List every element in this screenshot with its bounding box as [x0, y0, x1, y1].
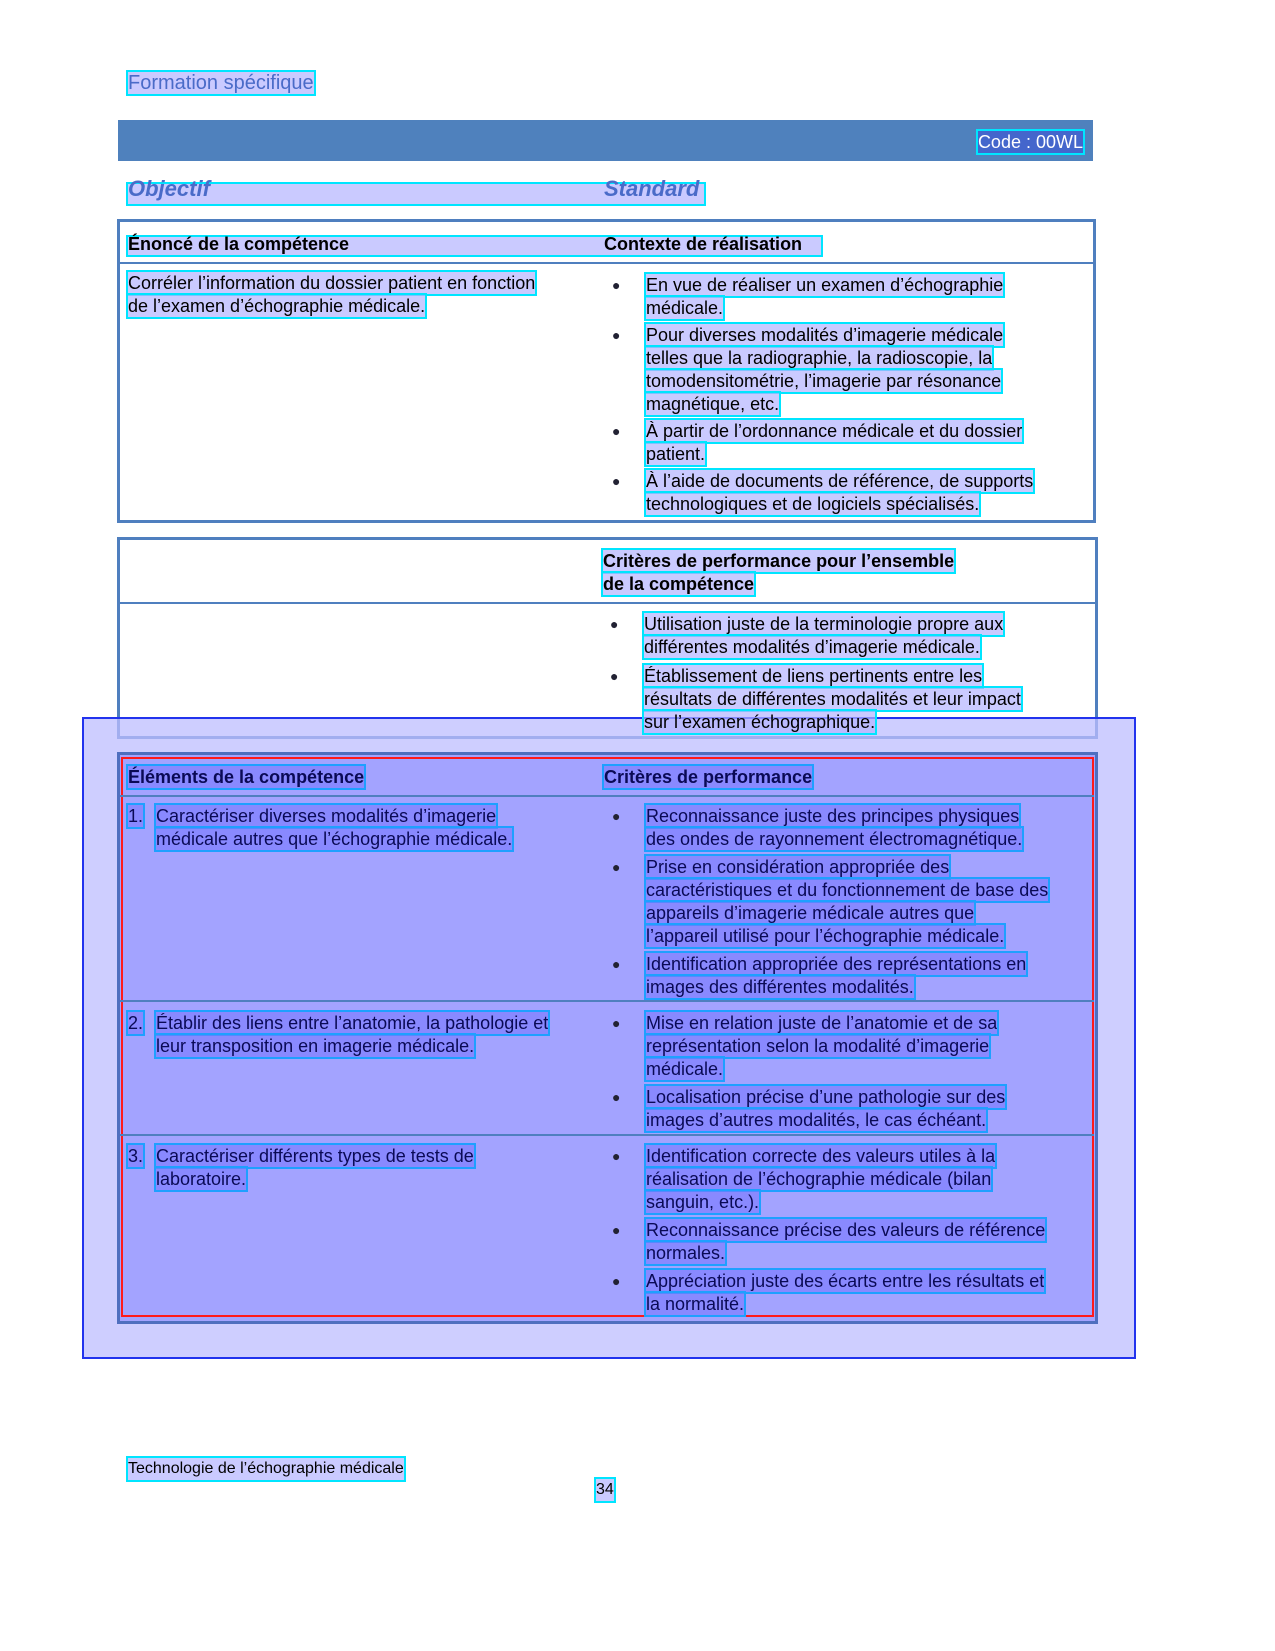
- bullet-icon: ●: [610, 616, 619, 632]
- text-line: technologiques et de logiciels spécialisés.: [646, 494, 980, 514]
- text-line: tomodensitométrie, l’imagerie par résonance: [646, 371, 1002, 391]
- text-line: Établissement de liens pertinents entre les: [644, 666, 983, 686]
- text-line: images des différentes modalités.: [646, 977, 914, 997]
- text-line: Corréler l’information du dossier patient en fonction: [128, 273, 536, 293]
- text-line: Identification correcte des valeurs utiles à la: [646, 1146, 996, 1166]
- contexte-header: Contexte de réalisation: [604, 234, 803, 254]
- course-code: Code : 00WL: [977, 132, 1083, 152]
- elements-header: Éléments de la compétence: [128, 767, 365, 787]
- divider: [120, 795, 1094, 797]
- text-line: Prise en considération appropriée des: [646, 857, 950, 877]
- text-line: Caractériser diverses modalités d’imagerie: [156, 806, 497, 826]
- text-line: différentes modalités d’imagerie médicale.: [644, 637, 980, 657]
- text-line: images d’autres modalités, le cas échéant.: [646, 1110, 987, 1130]
- header-title: Formation spécifique: [128, 72, 314, 94]
- text-line: Établir des liens entre l’anatomie, la pathologie et: [156, 1013, 549, 1033]
- text-line: laboratoire.: [156, 1169, 247, 1189]
- divider: [118, 602, 1096, 604]
- bullet-icon: ●: [612, 473, 621, 489]
- divider: [118, 262, 1094, 264]
- bullet-icon: ●: [612, 1222, 621, 1238]
- text-line: Reconnaissance précise des valeurs de référence: [646, 1220, 1046, 1240]
- text-line: appareils d’imagerie médicale autres que: [646, 903, 975, 923]
- text-line: Reconnaissance juste des principes physiques: [646, 806, 1020, 826]
- text-line: 3.: [128, 1146, 144, 1166]
- text-line: Pour diverses modalités d’imagerie médicale: [646, 325, 1004, 345]
- text-line: Critères de performance pour l’ensemble: [603, 551, 955, 571]
- enonce-header: Énoncé de la compétence: [128, 234, 350, 254]
- text-line: normales.: [646, 1243, 726, 1263]
- bullet-icon: ●: [612, 423, 621, 439]
- text-line: de la compétence: [603, 574, 755, 594]
- text-line: médicale autres que l’échographie médicale.: [156, 829, 513, 849]
- page-number: 34: [596, 1479, 614, 1501]
- text-line: sanguin, etc.).: [646, 1192, 760, 1212]
- text-line: Caractériser différents types de tests de: [156, 1146, 474, 1166]
- text-line: médicale.: [646, 1059, 724, 1079]
- text-line: sur l’examen échographique.: [644, 712, 876, 732]
- text-line: À partir de l’ordonnance médicale et du dossier: [646, 421, 1023, 441]
- text-line: telles que la radiographie, la radioscopie, la: [646, 348, 993, 368]
- divider: [120, 1134, 1094, 1136]
- bullet-icon: ●: [612, 808, 621, 824]
- text-line: des ondes de rayonnement électromagnétique.: [646, 829, 1023, 849]
- footer-program: Technologie de l’échographie médicale: [128, 1458, 404, 1480]
- objectif-heading: Objectif: [128, 176, 210, 201]
- text-line: 1.: [128, 806, 144, 826]
- text-line: Localisation précise d’une pathologie sur des: [646, 1087, 1006, 1107]
- text-line: magnétique, etc.: [646, 394, 780, 414]
- text-line: médicale.: [646, 298, 724, 318]
- bullet-icon: ●: [612, 956, 621, 972]
- text-line: Mise en relation juste de l’anatomie et de sa: [646, 1013, 998, 1033]
- code-banner: [118, 120, 1093, 161]
- text-line: patient.: [646, 444, 706, 464]
- bullet-icon: ●: [612, 1148, 621, 1164]
- text-line: l’appareil utilisé pour l’échographie médicale.: [646, 926, 1005, 946]
- text-line: la normalité.: [646, 1294, 745, 1314]
- text-line: 2.: [128, 1013, 144, 1033]
- criteria-header: Critères de performance: [604, 767, 813, 787]
- bullet-icon: ●: [612, 1015, 621, 1031]
- bullet-icon: ●: [612, 327, 621, 343]
- text-line: résultats de différentes modalités et leur impact: [644, 689, 1021, 709]
- text-line: de l’examen d’échographie médicale.: [128, 296, 426, 316]
- text-line: réalisation de l’échographie médicale (bilan: [646, 1169, 992, 1189]
- text-line: caractéristiques et du fonctionnement de base des: [646, 880, 1049, 900]
- text-line: représentation selon la modalité d’imagerie: [646, 1036, 990, 1056]
- bullet-icon: ●: [612, 859, 621, 875]
- bullet-icon: ●: [612, 1273, 621, 1289]
- text-line: Utilisation juste de la terminologie propre aux: [644, 614, 1004, 634]
- standard-heading: Standard: [604, 176, 700, 201]
- text-line: À l’aide de documents de référence, de supports: [646, 471, 1034, 491]
- text-line: Identification appropriée des représentations en: [646, 954, 1027, 974]
- text-line: En vue de réaliser un examen d’échographie: [646, 275, 1004, 295]
- bullet-icon: ●: [610, 668, 619, 684]
- divider: [120, 1000, 1094, 1002]
- text-line: Appréciation juste des écarts entre les résultats et: [646, 1271, 1045, 1291]
- bullet-icon: ●: [612, 1089, 621, 1105]
- text-line: leur transposition en imagerie médicale.: [156, 1036, 475, 1056]
- bullet-icon: ●: [612, 277, 621, 293]
